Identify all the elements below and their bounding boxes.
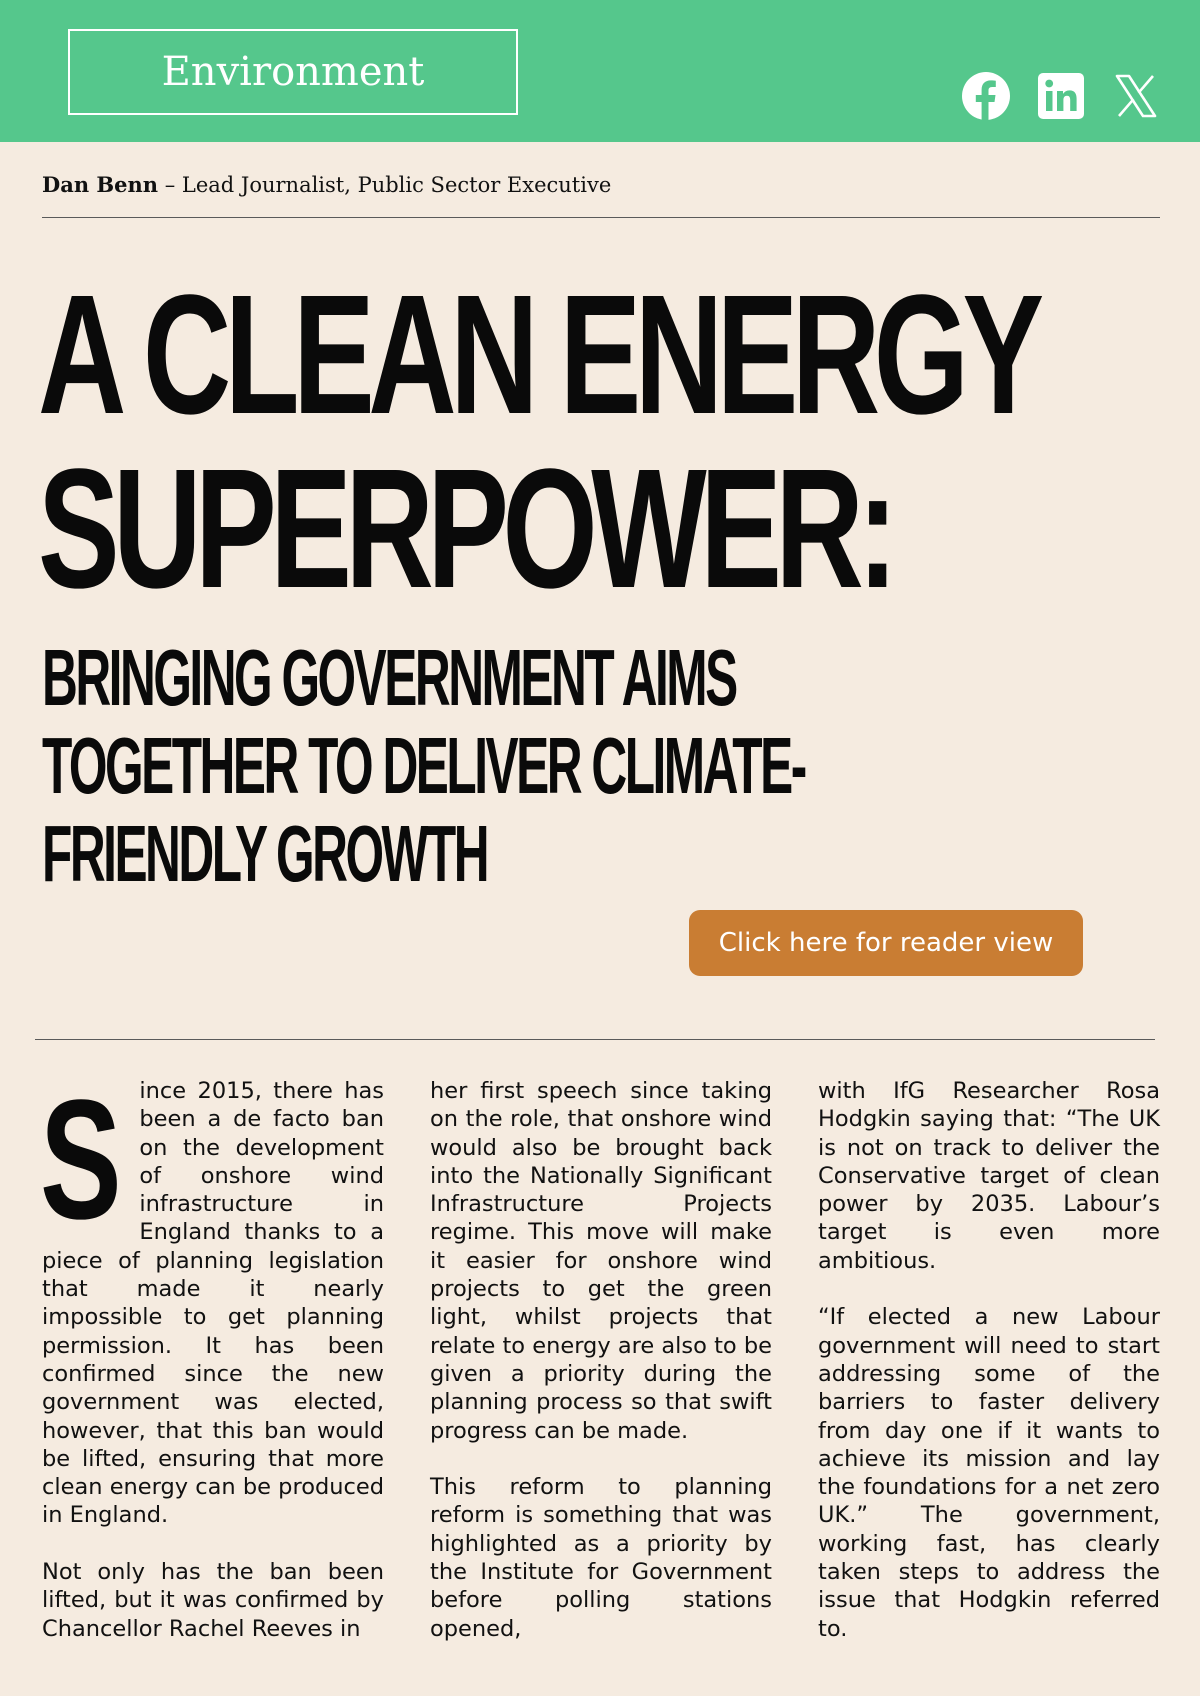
divider xyxy=(42,217,1160,218)
headline-line: SUPERPOWER: xyxy=(38,434,892,624)
article-paragraph: Not only has the ban been lifted, but it was confirmed by Chancellor Rachel Reeves in xyxy=(42,1559,384,1642)
reader-view-button[interactable]: Click here for reader view xyxy=(689,910,1083,976)
article-paragraph xyxy=(40,1065,384,1530)
x-share-link[interactable] xyxy=(1112,70,1160,122)
article-paragraph: This reform to planning reform is something that was highlighted as a priority by the Institute for Government before polling stations opened, xyxy=(430,1474,772,1642)
facebook-icon xyxy=(961,71,1011,121)
subheadline-line: TOGETHER TO DELIVER CLIMATE- xyxy=(42,721,805,810)
section-label[interactable]: Environment xyxy=(68,29,518,115)
author-role: Lead Journalist, Public Sector Executive xyxy=(181,173,612,197)
article-paragraph: her first speech since taking on the role, that onshore wind would also be brought back into the Nationally Significant Infrastructure Projects regime. This move will make it easier for onshore wind projects to get the green light, whilst projects that relate to energy are also to be given a priority during the planning process so that swift progress can be made. xyxy=(430,1078,772,1444)
facebook-share-link[interactable] xyxy=(960,70,1012,122)
subheadline xyxy=(42,634,805,898)
x-icon xyxy=(1114,74,1158,118)
top-banner xyxy=(0,0,1200,142)
headline-line: A CLEAN ENERGY xyxy=(38,260,1038,450)
linkedin-share-link[interactable] xyxy=(1035,70,1087,122)
article-paragraph: “If elected a new Labour government will need to start addressing some of the barriers to faster delivery from day one if it wants to achieve its mission and lay the foundations for a net zero UK.” The government, working fast, has clearly taken steps to address the issue that Hodgkin referred to. xyxy=(818,1304,1160,1642)
article-paragraph: with IfG Researcher Rosa Hodgkin saying that: “The UK is not on track to deliver the Conservative target of clean power by 2035. Labour’s target is even more ambitious. xyxy=(818,1078,1160,1274)
article-column-3 xyxy=(818,1077,1160,1671)
byline xyxy=(42,172,611,197)
subheadline-line: FRIENDLY GROWTH xyxy=(42,809,488,898)
linkedin-icon xyxy=(1037,72,1085,120)
article-column-1 xyxy=(40,1065,384,1671)
divider xyxy=(35,1039,1155,1040)
subheadline-line: BRINGING GOVERNMENT AIMS xyxy=(42,633,736,722)
article-column-2 xyxy=(430,1077,772,1671)
author-name: Dan Benn xyxy=(42,172,159,197)
byline-separator: – xyxy=(158,173,182,197)
paragraph-text: ince 2015, there has been a de facto ban on the development of onshore wind infrastructure in England thanks to a piece of planning legislation that made it nearly impossible to get planning permission. It has been confirmed since the new government was elected, however, that this ban would be lifted, ensuring that more clean energy can be produced in England. xyxy=(42,1078,384,1529)
drop-cap: S xyxy=(40,1065,122,1255)
headline xyxy=(38,260,1038,624)
